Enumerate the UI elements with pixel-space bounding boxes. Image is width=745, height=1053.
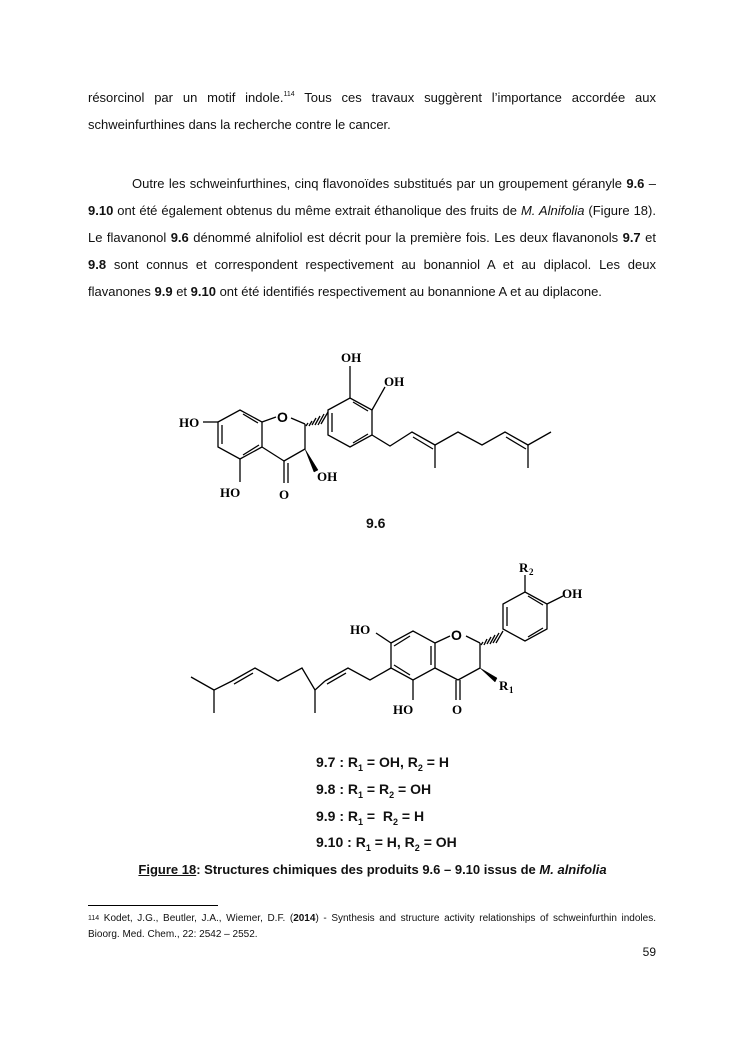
- legend-line: [316, 832, 457, 859]
- legend-sub: 1: [365, 843, 371, 854]
- footnote: [88, 911, 656, 943]
- legend-sub: 2: [389, 789, 395, 800]
- p2-text: ont été également obtenus du même extrait éthanolique des fruits de: [113, 203, 521, 218]
- p2-species: M. Alnifolia: [520, 203, 585, 218]
- caption-species: M. alnifolia: [539, 862, 607, 877]
- p2-compound-ref: 9.6: [626, 176, 645, 191]
- p2-text: Outre les schweinfurthines, cinq flavonoïdes substitués par un groupement géranyle: [132, 176, 627, 191]
- atom-label: OH: [384, 374, 405, 389]
- a-ring: [391, 631, 435, 680]
- bond: [262, 417, 276, 422]
- atom-label: HO: [220, 485, 241, 500]
- bond: [191, 677, 214, 690]
- legend-sub: 2: [414, 843, 420, 854]
- b-ring: [503, 592, 547, 641]
- legend-text: 9.7 : R: [316, 754, 359, 770]
- atom-label: O: [451, 627, 462, 643]
- figure-caption: [0, 862, 745, 877]
- bond: [284, 449, 305, 461]
- legend-line: [316, 806, 457, 833]
- paragraph-1-text-b: Tous ces travaux suggèrent l’importance accordée aux schweinfurthines dans la recherche contre le cancer.: [88, 90, 656, 132]
- bond: [262, 447, 284, 461]
- structure-9-6: [179, 350, 551, 502]
- hashed-bond: [481, 631, 503, 645]
- atom-label: OH: [317, 469, 338, 484]
- p2-text: dénommé alnifoliol est décrit pour la première fois. Les deux flavanonols: [188, 230, 623, 245]
- legend-text: = OH, R: [363, 754, 418, 770]
- bond: [291, 418, 305, 424]
- atom-label: OH: [341, 350, 362, 365]
- legend-text: 9.8 : R: [316, 780, 359, 797]
- caption-text: : Structures chimiques des produits 9.6 – 9.10 issus de: [196, 862, 540, 877]
- atom-label: R: [519, 560, 529, 575]
- a-ring: [218, 410, 262, 459]
- wedge-bond: [480, 668, 497, 682]
- atom-label: HO: [350, 622, 371, 637]
- p2-compound-ref: 9.10: [88, 203, 114, 218]
- geranyl-chain: [435, 432, 528, 445]
- legend-sub: 2: [417, 762, 423, 773]
- atom-label: O: [277, 409, 288, 425]
- p2-text: ont été identifiés respectivement au bonannione A et au diplacone.: [215, 284, 602, 299]
- legend-text: = H: [398, 807, 425, 824]
- b-ring: [328, 398, 372, 447]
- legend-line: [316, 779, 457, 806]
- legend-text: = R: [363, 780, 390, 797]
- footnote-year: 2014: [293, 913, 316, 924]
- p2-text: et: [172, 284, 191, 299]
- legend-sub: 1: [358, 762, 364, 773]
- bond: [458, 668, 480, 680]
- legend-sub: 1: [358, 816, 364, 827]
- p2-text: (Figure 18). Le flavanonol: [88, 203, 656, 245]
- atom-label: 1: [509, 685, 514, 695]
- bond: [315, 681, 325, 713]
- atom-label: HO: [393, 702, 414, 717]
- footnote-number: 114: [88, 915, 100, 922]
- paragraph-1-text-a: résorcinol par un motif indole.: [88, 90, 284, 105]
- p2-text: sont connus et correspondent respectivement au bonanniol A et au diplacol. Les deux flavanones: [88, 257, 656, 299]
- hashed-bond: [306, 412, 328, 426]
- bond: [214, 681, 232, 713]
- legend-text: = OH: [419, 834, 457, 851]
- atom-label: HO: [179, 415, 200, 430]
- bond: [528, 432, 551, 445]
- bond: [435, 636, 450, 643]
- p2-compound-ref: 9.7: [622, 230, 641, 245]
- page-number: 59: [642, 945, 656, 959]
- p2-compound-ref: 9.10: [190, 284, 216, 299]
- geranyl-chain: [232, 668, 315, 690]
- bond: [372, 387, 385, 410]
- legend-sub: 2: [393, 816, 399, 827]
- legend-text: = H, R: [370, 834, 415, 851]
- bond: [466, 636, 480, 643]
- p2-text: et: [640, 230, 656, 245]
- footnote-rest: ) - Synthesis and structure activity relationships of schweinfurthin indoles. Bioorg. Med. Chem., 22: 2542 – 2552.: [88, 913, 656, 940]
- legend-text: = H: [422, 754, 449, 770]
- legend-text: 9.9 : R: [316, 807, 359, 824]
- footnote-authors: Kodet, J.G., Beutler, J.A., Wiemer, D.F. (: [99, 913, 294, 924]
- figure-number: Figure 18: [138, 862, 197, 877]
- compound-label-9-6: 9.6: [366, 515, 386, 531]
- footnote-separator: [88, 905, 218, 906]
- p2-compound-ref: 9.6: [170, 230, 189, 245]
- atom-label: 2: [529, 567, 534, 577]
- legend-text: 9.10 : R: [316, 834, 366, 851]
- atom-label: O: [279, 487, 290, 502]
- substituent-legend: [316, 752, 457, 859]
- legend-text: = R: [363, 807, 393, 824]
- legend-sub: 1: [358, 789, 364, 800]
- atom-label: R: [499, 678, 509, 693]
- p2-compound-ref: 9.8: [88, 257, 107, 272]
- p2-text: –: [644, 176, 656, 191]
- legend-text: = OH: [394, 780, 432, 797]
- footnote-ref[interactable]: 114: [283, 91, 295, 98]
- atom-label: O: [452, 702, 463, 717]
- atom-label: OH: [562, 586, 583, 601]
- p2-compound-ref: 9.9: [154, 284, 173, 299]
- bond: [547, 596, 563, 604]
- legend-line: [316, 752, 457, 779]
- bond: [376, 633, 391, 643]
- structure-9-7-to-9-10: [191, 560, 582, 717]
- bond: [435, 668, 458, 680]
